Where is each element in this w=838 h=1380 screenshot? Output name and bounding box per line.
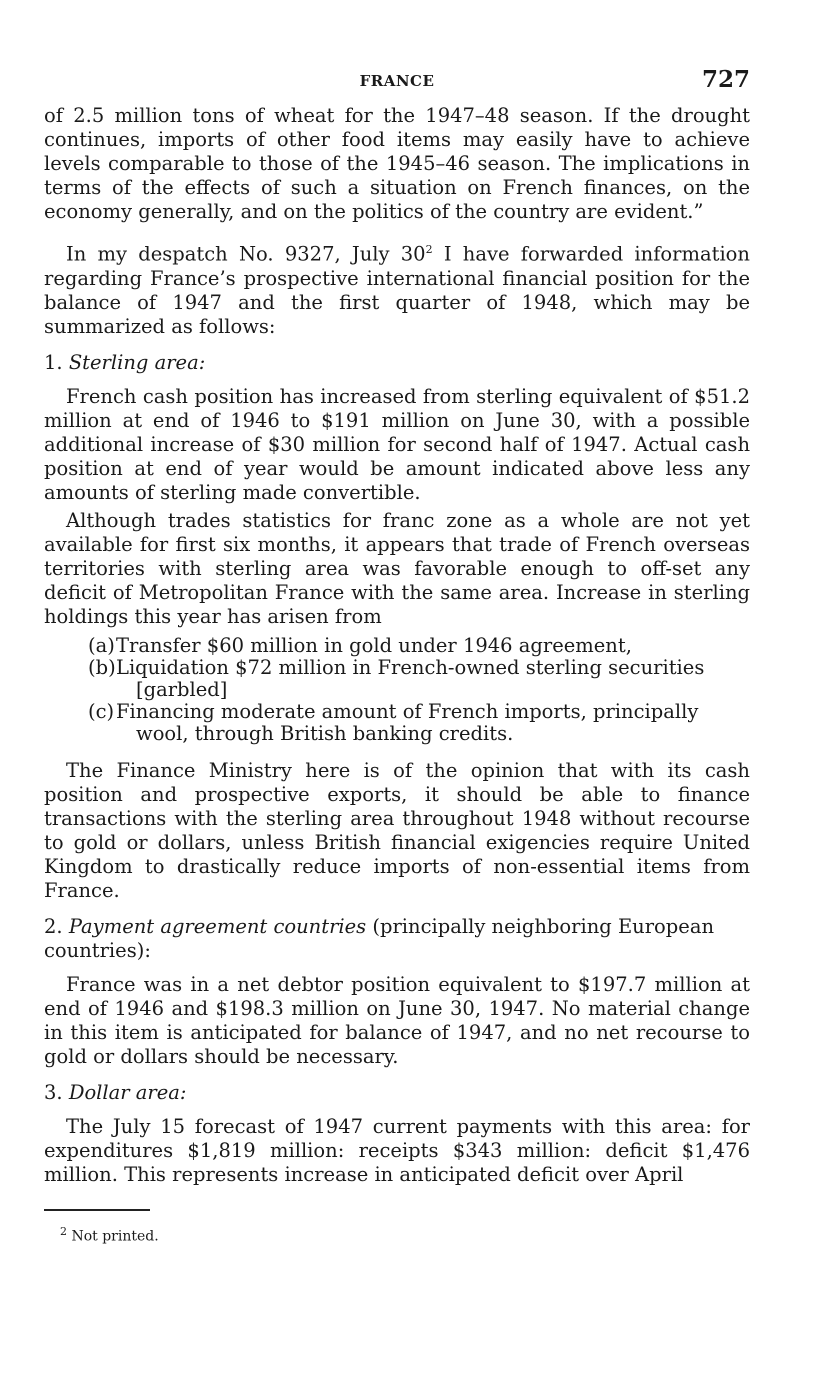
section-1-paragraph-3: The Finance Ministry here is of the opinion that with its cash position and prospective exports, it should be able to finance transactions with the sterling area throughout 1948 without recourse to gold or dollars, unless British financial exigencies require United Kingdom to drastically reduce imports of non-essential items from France. [44, 758, 750, 902]
running-head: FRANCE [359, 72, 435, 90]
intro-text-start: In my despatch No. 9327, July 30 [66, 242, 426, 266]
section-3-paragraph-1: The July 15 forecast of 1947 current payments with this area: for expenditures $1,819 million: receipts $343 million: deficit $1,476 million. This represents increase in anticipated deficit over April [44, 1114, 750, 1186]
section-1-paragraph-1: French cash position has increased from sterling equivalent of $51.2 million at end of 1946 to $191 million on June 30, with a possible additional increase of $30 million for second half of 1947. Actual cash position at end of year would be amount indicated above less any amounts of sterling made convertible. [44, 384, 750, 504]
section-2-number: 2. [44, 914, 69, 938]
intro-paragraph [44, 238, 750, 339]
section-2-heading [44, 915, 750, 963]
list-item [44, 657, 750, 701]
section-1-paragraph-2: Although trades statistics for franc zone as a whole are not yet available for first six months, it appears that trade of French overseas territories with sterling area was favorable enough to off-set any deficit of Metropolitan France with the same area. Increase in sterling holdings this year has arisen from [44, 508, 750, 628]
sterling-holdings-list [44, 635, 750, 745]
list-item-label: (a) [88, 633, 115, 657]
list-item-text: Transfer $60 million in gold under 1946 agreement, [116, 633, 632, 657]
list-item-text: Liquidation $72 million in French-owned sterling securities [garbled] [116, 655, 705, 701]
list-item [44, 701, 750, 745]
list-item-label: (c) [88, 699, 115, 723]
section-1-number: 1. [44, 350, 69, 374]
section-1-heading [44, 351, 750, 375]
footnote [60, 1225, 750, 1245]
footnote-divider [44, 1209, 150, 1211]
section-3-number: 3. [44, 1080, 69, 1104]
section-1-title: Sterling area: [68, 350, 206, 374]
section-2-paragraph-1: France was in a net debtor position equivalent to $197.7 million at end of 1946 and $198.3 million on June 30, 1947. No material change in this item is anticipated for balance of 1947, and no net recourse to gold or dollars should be necessary. [44, 972, 750, 1068]
continuation-paragraph: of 2.5 million tons of wheat for the 1947–48 season. If the drought continues, imports of other food items may easily have to achieve levels comparable to those of the 1945–46 season. The implications in terms of the effects of such a situation on French finances, on the economy generally, and on the politics of the country are evident.” [44, 104, 750, 223]
intro-text-end: I have forwarded information regarding France’s prospective international financial position for the balance of 1947 and the first quarter of 1948, which may be summarized as follows: [44, 242, 750, 338]
list-item [44, 635, 750, 657]
section-3-heading [44, 1081, 750, 1105]
section-3-title: Dollar area: [68, 1080, 187, 1104]
page-header [44, 60, 750, 104]
page-number: 727 [701, 66, 750, 93]
section-2-title: Payment agreement countries [68, 914, 367, 938]
section-2-subtitle: (principally neighboring European countries): [44, 914, 715, 962]
list-item-text: Financing moderate amount of French imports, principally wool, through British banking credits. [116, 699, 699, 745]
list-item-label: (b) [88, 655, 116, 679]
footnote-text: Not printed. [71, 1228, 159, 1245]
footnote-reference: 2 [425, 243, 433, 256]
footnote-marker: 2 [60, 1224, 67, 1238]
document-page [44, 60, 750, 1244]
